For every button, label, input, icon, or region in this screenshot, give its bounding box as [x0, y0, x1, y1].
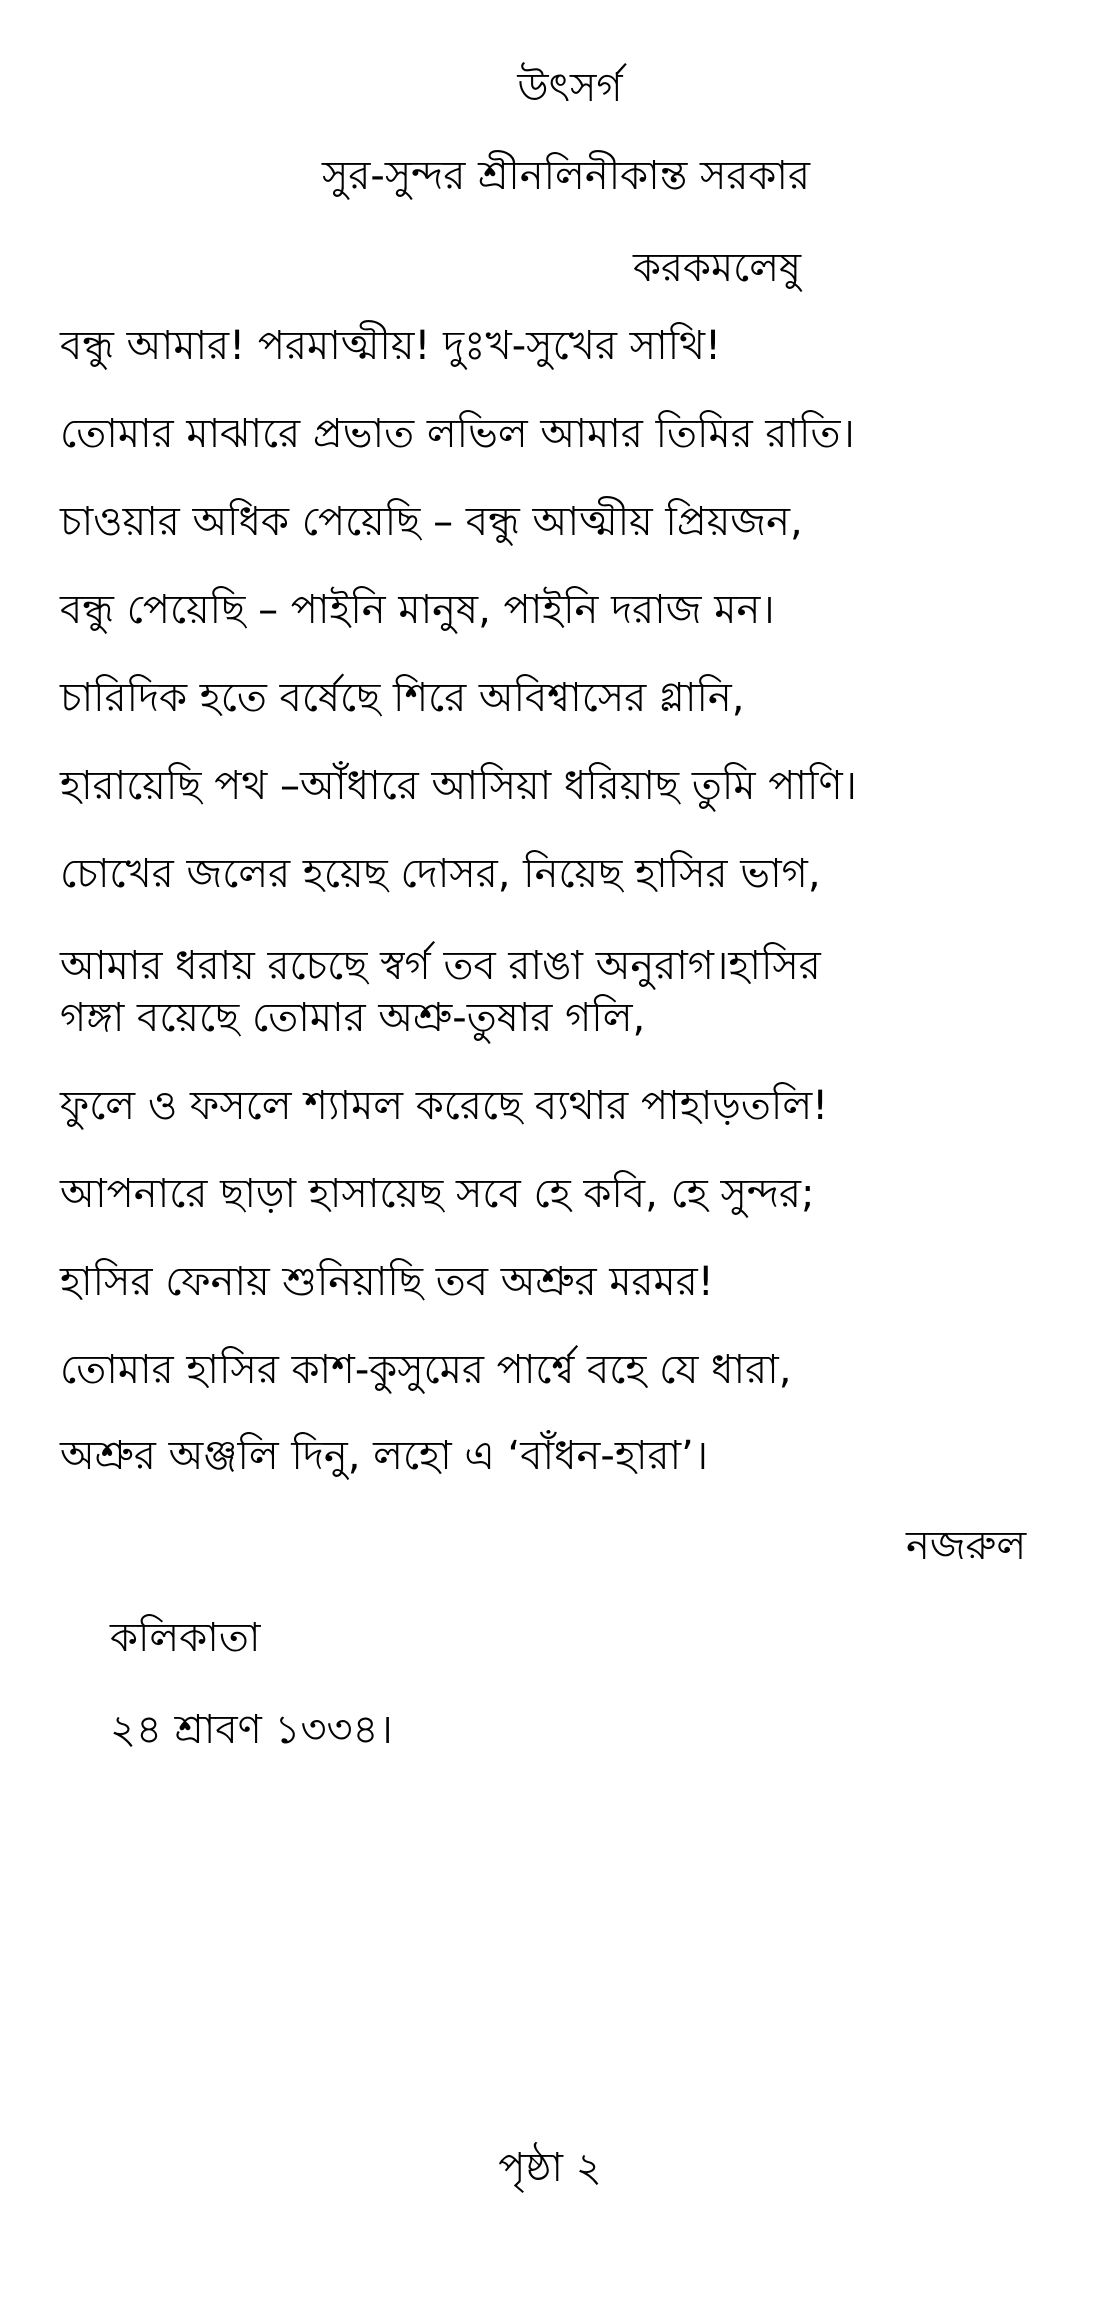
poem-line: চাওয়ার অধিক পেয়েছি – বন্ধু আত্মীয় প্রিয়জন, — [60, 499, 803, 545]
page-number: পৃষ্ঠা ২ — [498, 2145, 602, 2191]
poem-line: অশ্রুর অঞ্জলি দিনু, লহো এ ‘বাঁধন-হারা’। — [60, 1433, 709, 1479]
salutation: করকমলেষু — [633, 245, 802, 291]
place-name: কলিকাতা — [110, 1615, 261, 1661]
poem-line: বন্ধু পেয়েছি – পাইনি মানুষ, পাইনি দরাজ মন। — [60, 587, 775, 633]
poem-line: তোমার হাসির কাশ-কুসুমের পার্শ্বে বহে যে ধারা, — [60, 1347, 792, 1393]
poem-line: চারিদিক হতে বর্ষেছে শিরে অবিশ্বাসের গ্লানি, — [60, 675, 745, 721]
dedicatee-name: সুর-সুন্দর শ্রীনলিনীকান্ত সরকার — [321, 153, 811, 199]
poem-line: বন্ধু আমার! পরমাত্মীয়! দুঃখ-সুখের সাথি! — [60, 323, 722, 369]
poem-line: হারায়েছি পথ –আঁধারে আসিয়া ধরিয়াছ তুমি পাণি। — [60, 763, 857, 809]
poem-line: ফুলে ও ফসলে শ্যামল করেছে ব্যথার পাহাড়তলি! — [60, 1083, 829, 1129]
dedication-title: উৎসর্গ — [517, 65, 623, 111]
poem-line: আপনারে ছাড়া হাসায়েছ সবে হে কবি, হে সুন্দর; — [60, 1171, 815, 1217]
author-signature: নজরুল — [906, 1523, 1027, 1569]
date-line: ২৪ শ্রাবণ ১৩৩৪। — [110, 1707, 393, 1753]
poem-line: তোমার মাঝারে প্রভাত লভিল আমার তিমির রাতি। — [60, 411, 855, 457]
poem-line: আমার ধরায় রচেছে স্বর্গ তব রাঙা অনুরাগ।হাসির — [60, 943, 821, 989]
poem-line: হাসির ফেনায় শুনিয়াছি তব অশ্রুর মরমর! — [60, 1259, 714, 1305]
poem-line: গঙ্গা বয়েছে তোমার অশ্রু-তুষার গলি, — [60, 995, 646, 1041]
poem-line: চোখের জলের হয়েছ দোসর, নিয়েছ হাসির ভাগ, — [60, 851, 821, 897]
